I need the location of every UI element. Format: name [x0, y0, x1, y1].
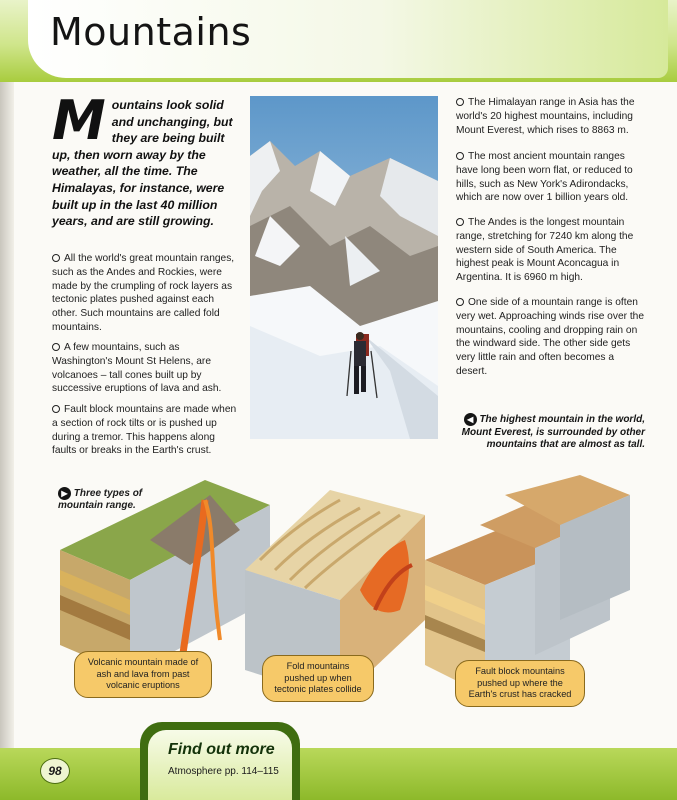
bullet-icon: [456, 152, 464, 160]
page-title: Mountains: [50, 10, 252, 54]
label-fold: Fold mountains pushed up when tectonic plates collide: [262, 655, 374, 702]
page-number: 98: [40, 758, 70, 784]
bullet-icon: [456, 298, 464, 306]
label-fault-block: Fault block mountains pushed up where the Earth's crust has cracked: [455, 660, 585, 707]
fact-ancient-ranges: The most ancient mountain ranges have long been worn flat, or reduced to hills, such as New York's Adirondacks, which are now over 1 billion years old.: [456, 151, 633, 204]
arrow-left-icon: ◀: [464, 413, 477, 426]
bullet-icon: [52, 405, 60, 413]
fact-fault-block: Fault block mountains are made when a section of rock tilts or is pushed up during a tremor. This happens along faults or breaks in the Earth's crust.: [52, 404, 237, 457]
everest-photo: [250, 96, 438, 439]
intro-text: ountains look solid and unchanging, but they are being built up, then worn away by the weather, all the time. The Himalayas, for instance, were built up in the last 40 million years, and are still growing.: [52, 98, 233, 229]
arrow-right-icon: ▶: [58, 487, 71, 500]
diagram-caption: ▶ Three types of mountain range.: [58, 488, 143, 512]
intro-paragraph: [52, 89, 240, 230]
book-spine-shadow: [0, 82, 14, 800]
fact-volcanoes: A few mountains, such as Washington's Mount St Helens, are volcanoes – tall cones built up by successive eruptions of lava and ash.: [52, 342, 222, 395]
bullet-icon: [52, 343, 60, 351]
intro-dropcap: M: [52, 89, 106, 152]
bullet-icon: [456, 218, 464, 226]
bullet-icon: [456, 98, 464, 106]
fact-rain-shadow: One side of a mountain range is often very wet. Approaching winds rise over the mountains, cooling and dropping rain on the windward side. The other side gets very little rain and often becomes a desert.: [456, 297, 644, 377]
footer-band: [0, 748, 677, 800]
fact-andes: The Andes is the longest mountain range, stretching for 7240 km along the western side of South America. The highest peak is Mount Aconcagua in Argentina. It is 6960 m high.: [456, 217, 634, 284]
find-out-more-title: Find out more: [168, 741, 275, 758]
label-volcanic: Volcanic mountain made of ash and lava from past volcanic eruptions: [74, 651, 212, 698]
everest-photo-illustration: [250, 96, 438, 439]
photo-caption: ◀ The highest mountain in the world, Mount Everest, is surrounded by other mountains that are almost as tall.: [461, 414, 645, 451]
fact-himalayas: The Himalayan range in Asia has the world's 20 highest mountains, including Mount Everest, which rises to 8863 m.: [456, 97, 635, 136]
bullet-icon: [52, 254, 60, 262]
find-out-more-link[interactable]: Atmosphere pp. 114–115: [168, 766, 279, 777]
fact-fold-mountains: All the world's great mountain ranges, such as the Andes and Rockies, were made by the crumpling of rock layers as tectonic plates pushed against each other. Such mountains are called fold mountains.: [52, 253, 235, 333]
